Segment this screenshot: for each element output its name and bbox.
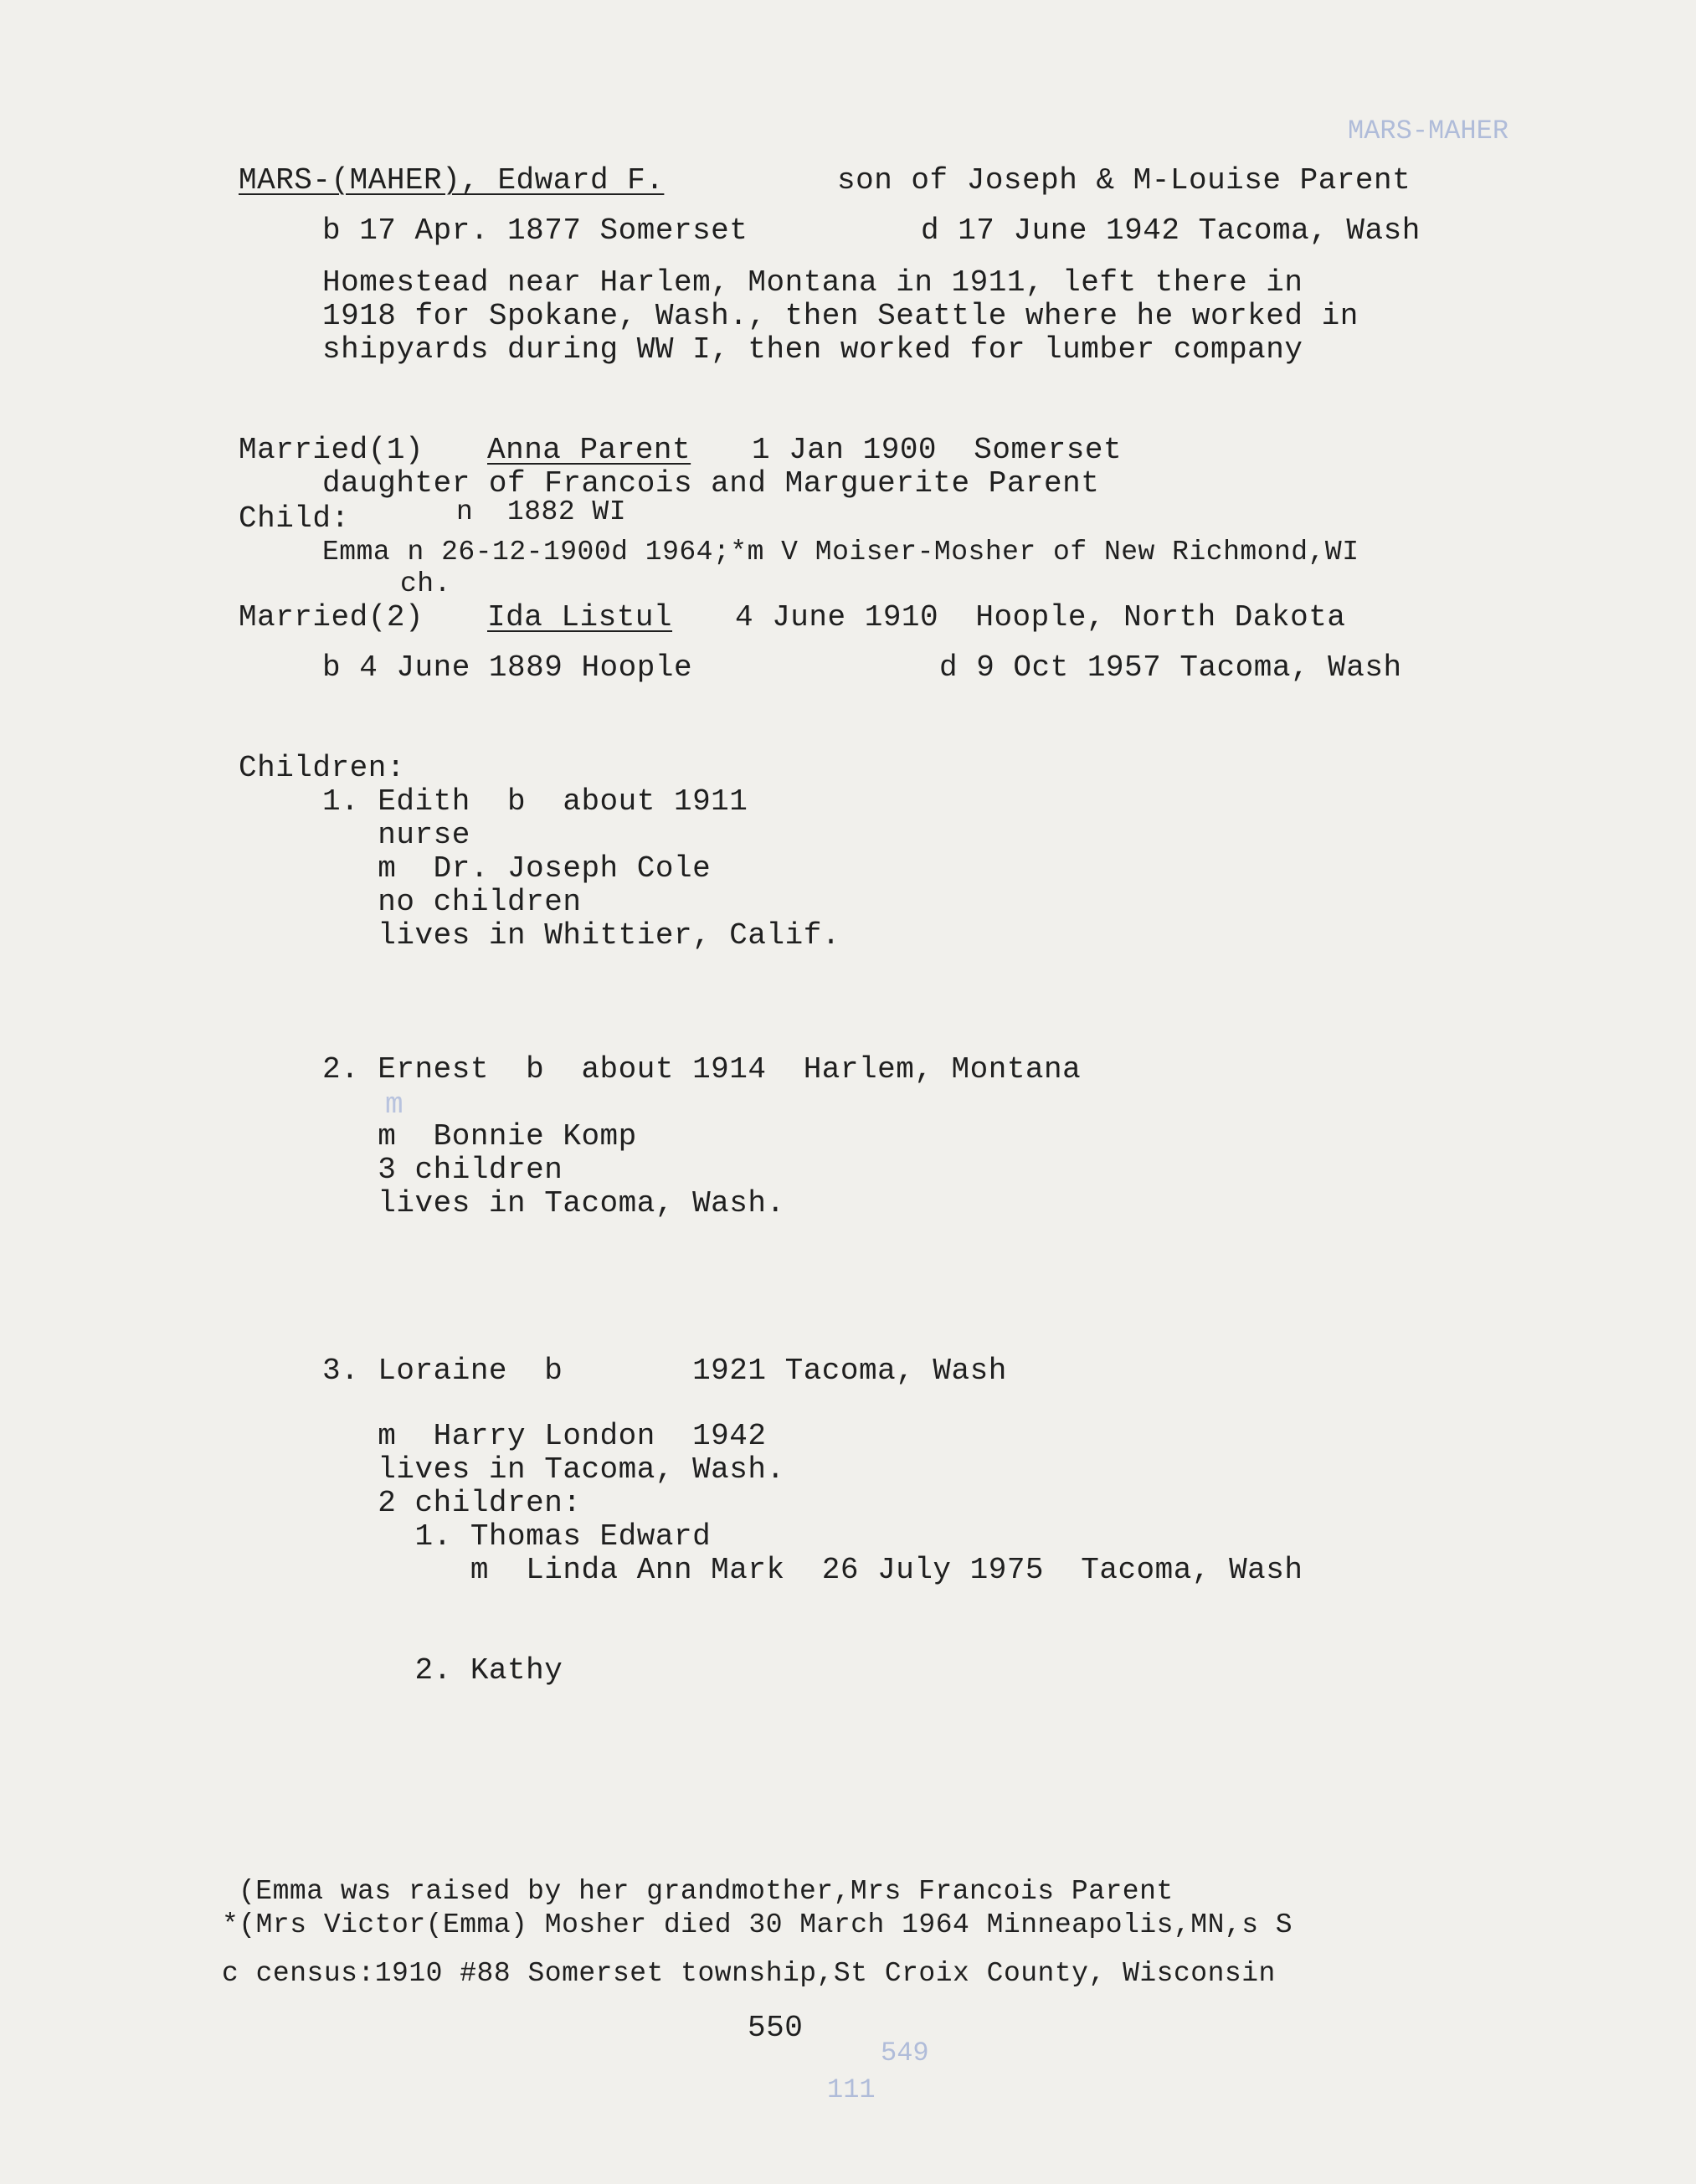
marriage1-spouse: Anna Parent <box>487 433 691 467</box>
child2-line: m Bonnie Komp <box>322 1119 637 1154</box>
marriage1-child-birth-note: n 1882 WI <box>456 496 627 527</box>
child3-grandchild: 1. Thomas Edward <box>322 1519 712 1554</box>
marriage2-spouse: Ida Listul <box>487 600 673 635</box>
footnote-line: *(Mrs Victor(Emma) Mosher died 30 March 1964 Minneapolis,MN,s S <box>222 1909 1293 1940</box>
marriage2-birth: b 4 June 1889 Hoople <box>322 650 693 685</box>
child3-grandchild: 2. Kathy <box>322 1653 563 1688</box>
bio-line: shipyards during WW I, then worked for lumber company <box>322 332 1303 367</box>
child1-line: lives in Whittier, Calif. <box>322 918 840 953</box>
record-name: MARS-(MAHER), Edward F. <box>239 163 665 198</box>
child3-line: lives in Tacoma, Wash. <box>322 1452 785 1487</box>
marriage1-child-extra: ch. <box>400 568 451 599</box>
marriage2-death: d 9 Oct 1957 Tacoma, Wash <box>939 650 1402 685</box>
marriage1-child-label: Child: <box>239 501 350 536</box>
record-death: d 17 June 1942 Tacoma, Wash <box>921 213 1421 248</box>
bottom-stamp: 111 <box>827 2074 876 2105</box>
bottom-stamp: 549 <box>881 2038 929 2068</box>
record-parents: son of Joseph & M-Louise Parent <box>837 163 1411 198</box>
marriage1-label: Married(1) <box>239 433 424 467</box>
children-heading: Children: <box>239 751 405 785</box>
marriage2-detail: 4 June 1910 Hoople, North Dakota <box>735 600 1346 635</box>
footnote-line: c census:1910 #88 Somerset township,St Croix County, Wisconsin <box>222 1958 1276 1989</box>
marriage1-daughter-of: daughter of Francois and Marguerite Parent <box>322 466 1100 501</box>
marriage1-child-line: Emma n 26-12-1900d 1964;*m V Moiser-Mosher of New Richmond,WI <box>322 537 1359 568</box>
child2-line: 2. Ernest b about 1914 Harlem, Montana <box>322 1052 1082 1087</box>
marriage2-label: Married(2) <box>239 600 424 635</box>
child3-line: m Harry London 1942 <box>322 1419 767 1453</box>
bio-line: Homestead near Harlem, Montana in 1911, left there in <box>322 265 1303 300</box>
child3-line: 2 children: <box>322 1486 582 1520</box>
child1-line: 1. Edith b about 1911 <box>322 784 748 819</box>
marriage1-detail: 1 Jan 1900 Somerset <box>752 433 1123 467</box>
child1-line: m Dr. Joseph Cole <box>322 851 712 886</box>
child1-line: no children <box>322 885 582 919</box>
header-stamp: MARS-MAHER <box>1348 116 1509 146</box>
child2-line: 3 children <box>322 1153 563 1187</box>
child3-line: 3. Loraine b 1921 Tacoma, Wash <box>322 1354 1007 1388</box>
child3-grandchild-marriage: m Linda Ann Mark 26 July 1975 Tacoma, Wash <box>322 1553 1303 1587</box>
page-number: 550 <box>748 2011 804 2045</box>
child2-line: lives in Tacoma, Wash. <box>322 1186 785 1220</box>
child1-line: nurse <box>322 818 470 852</box>
child2-faint-mark: m <box>385 1087 404 1122</box>
bio-line: 1918 for Spokane, Wash., then Seattle where he worked in <box>322 299 1359 333</box>
record-birth: b 17 Apr. 1877 Somerset <box>322 213 748 248</box>
footnote-line: (Emma was raised by her grandmother,Mrs Francois Parent <box>239 1876 1174 1907</box>
